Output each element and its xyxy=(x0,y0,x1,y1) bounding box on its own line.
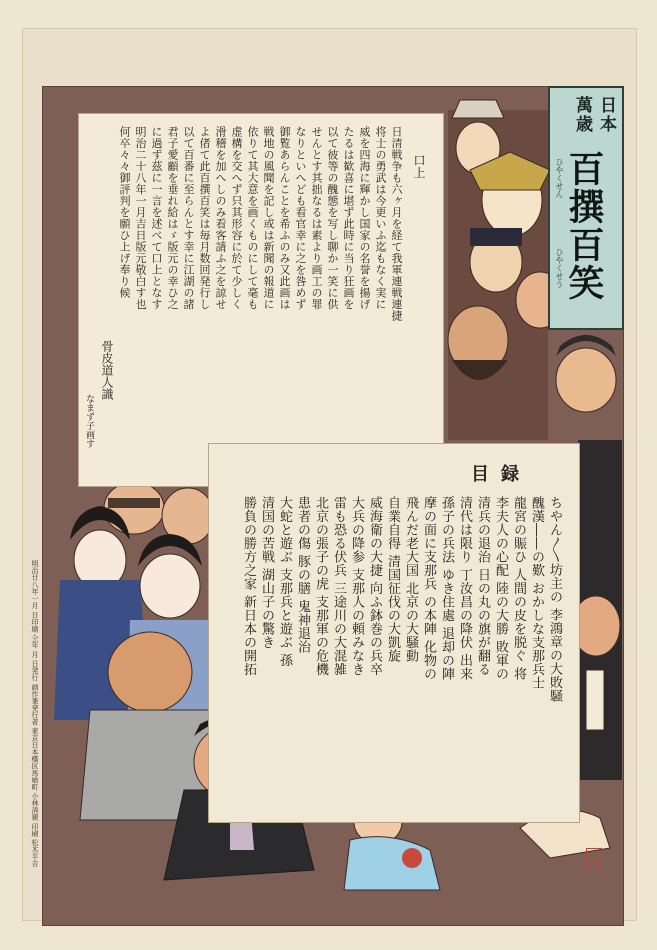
contents-line: ちやん〳〵坊主の 李鴻章の大敗騒 xyxy=(547,496,562,703)
title-small-left: 日本 xyxy=(596,96,616,134)
preface-line: 威を四海に輝かし国家の名誉を揚げ xyxy=(358,126,371,310)
contents-line: 清代は限り 丁汝昌の降伏 出来 xyxy=(457,496,472,681)
title-small-right: 萬歳 xyxy=(572,96,592,134)
preface-line: 以て彼等の醜態を写し聊か一笑に供 xyxy=(326,126,339,310)
contents-line: 大兵の降参 支那人の頼みなき xyxy=(349,496,364,677)
preface-heading: 口上 xyxy=(412,154,426,179)
contents-line: 自業自得 清国征伐の大凱旋 xyxy=(385,496,400,663)
contents-line: 孫子の兵法 ゆき住處 退却の陣 xyxy=(439,496,454,681)
contents-line: 勝負の勝方之家 新日本の開拓 xyxy=(241,496,256,677)
contents-line: 龍宮の賑ひ 人間の皮を脱ぐ 将 xyxy=(511,496,526,681)
contents-line: 患者の傷 豚の膳 鬼神退治 xyxy=(295,496,310,654)
preface-signature-sub: なまず子画す xyxy=(84,394,94,448)
preface-signature: 骨皮道人識 xyxy=(100,340,114,400)
title-ruby-2: ひやくせう xyxy=(555,248,564,288)
preface-line: 滑稽を加へしのみ看客請ふ之を諒せ xyxy=(214,126,227,310)
preface-line: よ偖て此百撰百笑は毎月数回発行し xyxy=(198,126,211,310)
preface-line: たるは歓喜に堪ず此時に当り狂画を xyxy=(342,126,355,310)
preface-line: 君子愛顧を垂れ給はゞ版元の幸ひ之 xyxy=(166,126,179,310)
preface-line: 明治二十八年一月吉日版元敬白す也 xyxy=(134,126,147,310)
contents-line: 北京の張子の虎 支那軍の危機 xyxy=(313,496,328,677)
contents-line: 清兵の退治 日の丸の旗が翻る xyxy=(475,496,490,677)
contents-line: 清国の苦戦 湖山子の驚き xyxy=(259,496,274,650)
title-ruby-1: ひやくせん xyxy=(555,158,564,198)
contents-panel xyxy=(208,443,580,823)
preface-line: 何卒々々御評判を願ひ上げ奉り候 xyxy=(118,126,131,299)
preface-line: 将士の勇武は今更いふ迄もなく実に xyxy=(374,126,387,310)
contents-line: 飛んだ老大国 北京の大騒動 xyxy=(403,496,418,663)
preface-line: なりといへども看官幸に之を咎めず xyxy=(294,126,307,310)
contents-line: 威海衛の大捷 向ふ鉢巻の兵卒 xyxy=(367,496,382,677)
publication-note: 明治廿八年一月 日印刷 仝年 月 日発行 画作兼発行者 東京日本橋区馬喰町 小林清親 印刷 松木平吉 xyxy=(31,560,39,868)
artist-seal: 清親 xyxy=(586,848,602,872)
contents-line: 雷も恐る伏兵 三途川の大混雑 xyxy=(331,496,346,677)
preface-line: 日清戦争も六ヶ月を経て我軍連戦連捷 xyxy=(390,126,403,322)
preface-panel xyxy=(78,113,444,487)
preface-line: 虚構を交へず只其形容に於て少しく xyxy=(230,126,243,310)
contents-line: 大蛇と遊ぶ 支那兵と遊ぶ 孫 xyxy=(277,496,292,668)
contents-line: 李夫人の心配 陸の大勝 敗軍の xyxy=(493,496,508,681)
preface-line: に過ず茲に一言を述べて口上となす xyxy=(150,126,163,310)
preface-line: せんとす其拙なるは素より画工の罪 xyxy=(310,126,323,310)
contents-line: 醜漢――の歎 おかしな支那兵士 xyxy=(529,496,544,690)
contents-line: 摩の面に支那兵 の本陣 化物の xyxy=(421,496,436,681)
preface-line: 以て百番に至らんとす幸に江湖の諸 xyxy=(182,126,195,310)
preface-line: 御覧あらんことを希ふのみ又此画は xyxy=(278,126,291,310)
contents-heading: 目録 xyxy=(471,464,531,485)
title-main: 百撰百笑 xyxy=(563,150,605,302)
preface-line: 戦地の風聞を記し或は新聞の報道に xyxy=(262,126,275,310)
title-cartouche xyxy=(548,86,624,330)
preface-line: 依りて其大意を画くものにして毫も xyxy=(246,126,259,310)
